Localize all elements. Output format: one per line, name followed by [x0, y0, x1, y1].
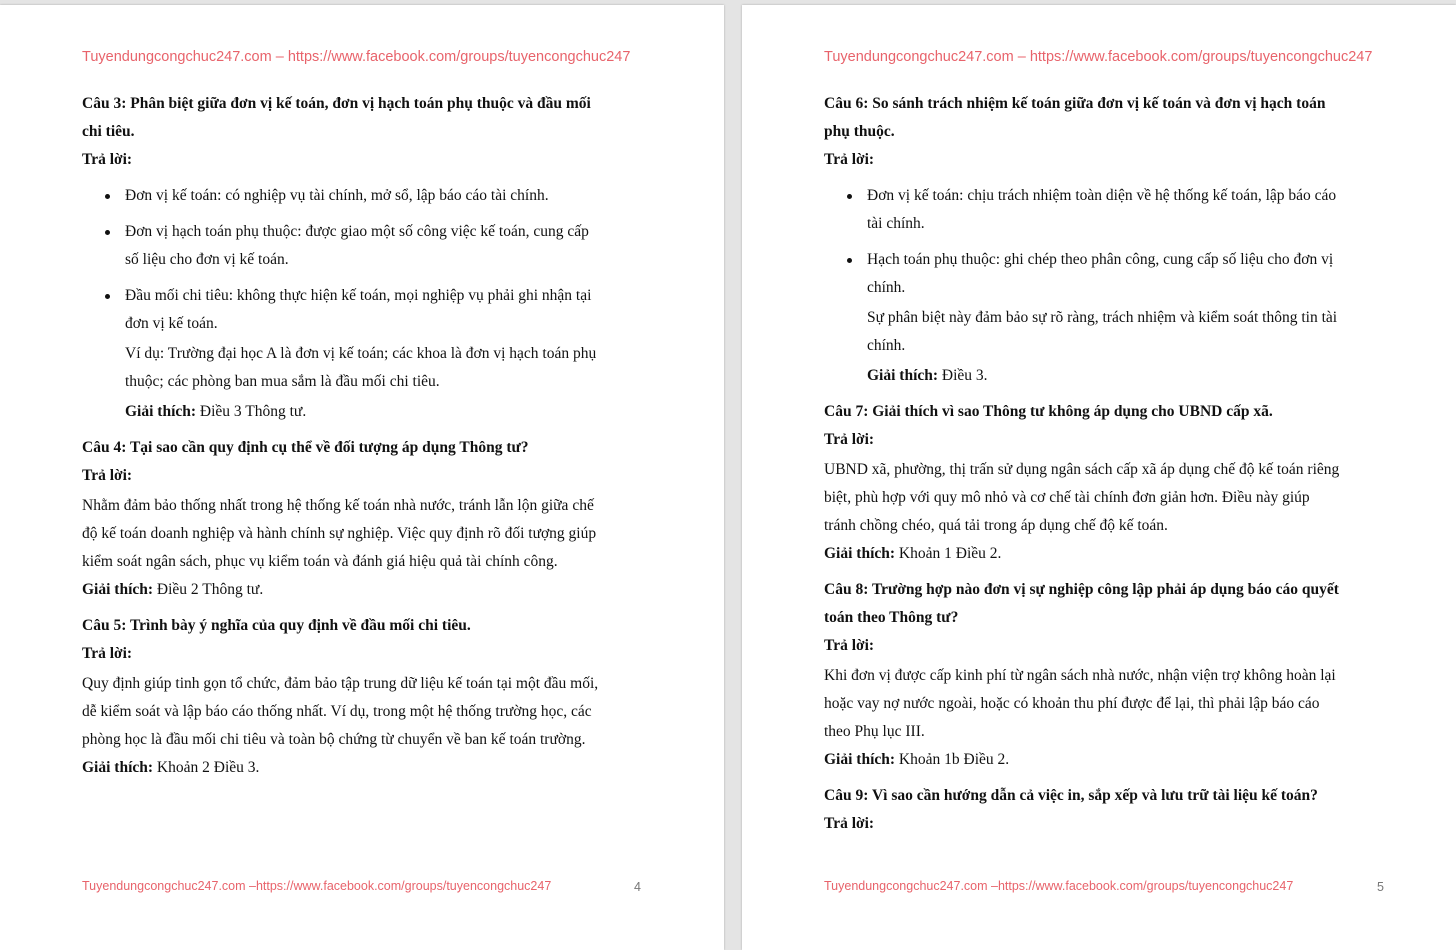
list-item-text: Đơn vị kế toán: chịu trách nhiệm toàn diện về hệ thống kế toán, lập báo cáo	[867, 187, 1337, 204]
page-number: 4	[634, 880, 641, 894]
answer-text: hoặc vay nợ nước ngoài, hoặc có khoản thu phí được để lại, thì phải lập báo cáo	[824, 695, 1320, 712]
list-item-text: tài chính.	[867, 215, 925, 232]
answer-text: theo Phụ lục III.	[824, 723, 925, 740]
answer-label: Trả lời:	[82, 645, 133, 662]
page-5-content	[824, 47, 1389, 838]
explanation-text: Khoản 2 Điều 3.	[156, 759, 260, 776]
question-5-title: Câu 5: Trình bày ý nghĩa của quy định về đầu mối chi tiêu.	[82, 617, 471, 634]
question-6-title-cont: phụ thuộc.	[824, 123, 895, 140]
answer-text: Quy định giúp tinh gọn tổ chức, đảm bảo tập trung dữ liệu kế toán tại một đầu mối,	[82, 675, 599, 692]
explanation-text: Điều 2 Thông tư.	[156, 581, 264, 598]
answer-label: Trả lời:	[824, 151, 875, 168]
answer-text: tránh chồng chéo, quá tải trong áp dụng chế độ kế toán.	[824, 517, 1168, 534]
explanation	[824, 540, 1389, 568]
answer-label: Trả lời:	[824, 637, 875, 654]
explanation-label: Giải thích:	[824, 751, 896, 768]
note-text: Sự phân biệt này đảm bảo sự rõ ràng, trách nhiệm và kiểm soát thông tin tài	[867, 309, 1338, 326]
note-text: chính.	[867, 337, 906, 354]
explanation-text: Khoản 1 Điều 2.	[898, 545, 1002, 562]
question-3-title-cont: chi tiêu.	[82, 123, 135, 140]
question-3-bullet-list	[82, 182, 647, 426]
list-item	[824, 182, 1389, 238]
example-text: thuộc; các phòng ban mua sắm là đầu mối chi tiêu.	[125, 373, 440, 390]
explanation	[867, 362, 1389, 390]
list-item-text: Đơn vị hạch toán phụ thuộc: được giao một số công việc kế toán, cung cấp	[125, 223, 589, 240]
list-item-text: đơn vị kế toán.	[125, 315, 218, 332]
answer-label: Trả lời:	[824, 815, 875, 832]
explanation	[82, 576, 647, 604]
page-4-content	[82, 47, 647, 782]
list-item-text: số liệu cho đơn vị kế toán.	[125, 251, 289, 268]
question-4-title: Câu 4: Tại sao cần quy định cụ thể về đối tượng áp dụng Thông tư?	[82, 439, 529, 456]
question-3-title: Câu 3: Phân biệt giữa đơn vị kế toán, đơn vị hạch toán phụ thuộc và đầu mối	[82, 95, 591, 112]
document-page-4	[0, 5, 724, 950]
page-header: Tuyendungcongchuc247.com – https://www.facebook.com/groups/tuyencongchuc247	[824, 49, 1373, 65]
page-footer: Tuyendungcongchuc247.com –https://www.facebook.com/groups/tuyencongchuc247	[824, 879, 1294, 893]
explanation-label: Giải thích:	[867, 367, 939, 384]
question-8-title-cont: toán theo Thông tư?	[824, 609, 959, 626]
answer-text: biệt, phù hợp với quy mô nhỏ và cơ chế tài chính đơn giản hơn. Điều này giúp	[824, 489, 1310, 506]
bullet-icon	[105, 194, 110, 199]
bullet-icon	[105, 230, 110, 235]
answer-text: kiểm soát ngân sách, phục vụ kiểm toán và đánh giá hiệu quả tài chính công.	[82, 553, 558, 570]
explanation	[125, 398, 647, 426]
explanation-text: Khoản 1b Điều 2.	[898, 751, 1010, 768]
question-8-title: Câu 8: Trường hợp nào đơn vị sự nghiệp công lập phải áp dụng báo cáo quyết	[824, 581, 1339, 598]
page-number: 5	[1377, 880, 1384, 894]
list-item-text: chính.	[867, 279, 906, 296]
bullet-icon	[105, 294, 110, 299]
page-footer: Tuyendungcongchuc247.com –https://www.facebook.com/groups/tuyencongchuc247	[82, 879, 552, 893]
explanation	[824, 746, 1389, 774]
explanation-label: Giải thích:	[82, 581, 154, 598]
answer-text: UBND xã, phường, thị trấn sử dụng ngân sách cấp xã áp dụng chế độ kế toán riêng	[824, 461, 1340, 478]
answer-text: Khi đơn vị được cấp kinh phí từ ngân sách nhà nước, nhận viện trợ không hoàn lại	[824, 667, 1336, 684]
explanation	[82, 754, 647, 782]
list-item-text: Hạch toán phụ thuộc: ghi chép theo phân công, cung cấp số liệu cho đơn vị	[867, 251, 1334, 268]
answer-label: Trả lời:	[82, 467, 133, 484]
document-page-5	[742, 5, 1456, 950]
explanation-text: Điều 3.	[941, 367, 988, 384]
answer-text: phòng học là đầu mối chi tiêu và toàn bộ chứng từ chuyển về ban kế toán trường.	[82, 731, 586, 748]
explanation-label: Giải thích:	[125, 403, 197, 420]
list-item	[82, 282, 647, 426]
explanation-label: Giải thích:	[82, 759, 154, 776]
explanation-text: Điều 3 Thông tư.	[199, 403, 307, 420]
answer-label: Trả lời:	[824, 431, 875, 448]
answer-text: dễ kiểm soát và lập báo cáo thống nhất. Ví dụ, trong một hệ thống trường học, các	[82, 703, 592, 720]
answer-label: Trả lời:	[82, 151, 133, 168]
question-7-title: Câu 7: Giải thích vì sao Thông tư không áp dụng cho UBND cấp xã.	[824, 403, 1273, 420]
page-header: Tuyendungcongchuc247.com – https://www.facebook.com/groups/tuyencongchuc247	[82, 49, 631, 65]
answer-text: Nhằm đảm bảo thống nhất trong hệ thống kế toán nhà nước, tránh lẫn lộn giữa chế	[82, 497, 594, 514]
question-6-bullet-list	[824, 182, 1389, 390]
list-item	[82, 182, 647, 210]
bullet-icon	[847, 194, 852, 199]
answer-text: độ kế toán doanh nghiệp và hành chính sự nghiệp. Việc quy định rõ đối tượng giúp	[82, 525, 597, 542]
question-6-title: Câu 6: So sánh trách nhiệm kế toán giữa đơn vị kế toán và đơn vị hạch toán	[824, 95, 1326, 112]
list-item	[824, 246, 1389, 390]
question-9-title: Câu 9: Vì sao cần hướng dẫn cả việc in, sắp xếp và lưu trữ tài liệu kế toán?	[824, 787, 1318, 804]
example-text: Ví dụ: Trường đại học A là đơn vị kế toán; các khoa là đơn vị hạch toán phụ	[125, 345, 597, 362]
list-item	[82, 218, 647, 274]
list-item-text: Đầu mối chi tiêu: không thực hiện kế toán, mọi nghiệp vụ phải ghi nhận tại	[125, 287, 592, 304]
list-item-text: Đơn vị kế toán: có nghiệp vụ tài chính, mở sổ, lập báo cáo tài chính.	[125, 187, 549, 204]
explanation-label: Giải thích:	[824, 545, 896, 562]
bullet-icon	[847, 258, 852, 263]
